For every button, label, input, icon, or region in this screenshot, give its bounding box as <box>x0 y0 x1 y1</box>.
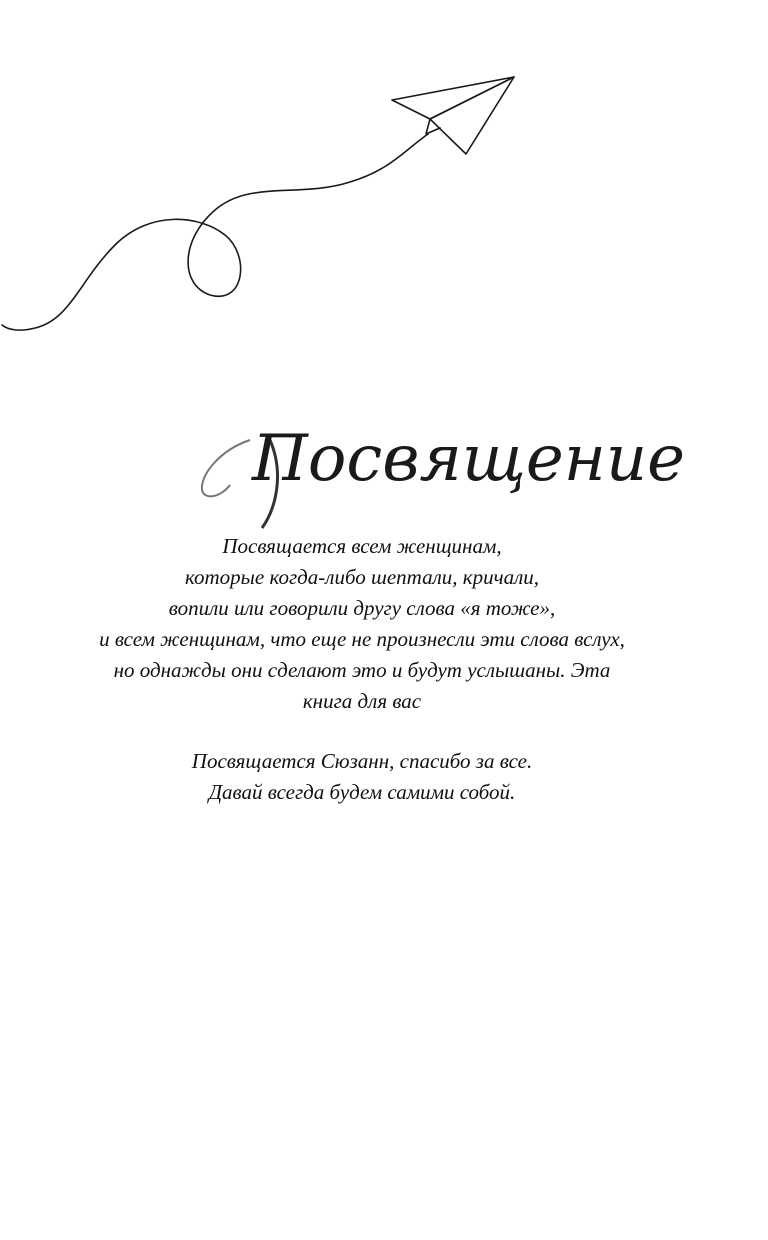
dedication-line: и всем женщинам, что еще не произнесли эти слова вслух, <box>99 627 625 651</box>
dedication-title <box>190 380 685 530</box>
dedication-line: Давай всегда будем самими собой. <box>208 780 516 804</box>
dedication-line: книга для вас <box>302 689 422 713</box>
paper-plane-icon <box>392 77 514 154</box>
dedication-paragraph-suzanne <box>0 746 724 808</box>
flight-path-line <box>2 134 428 330</box>
paper-plane-illustration <box>0 60 540 350</box>
dedication-line: Посвящается Сюзанн, спасибо за все. <box>191 749 533 773</box>
title-flourish <box>202 440 250 496</box>
dedication-paragraph-women <box>0 531 724 717</box>
page-title: Посвящение <box>252 422 685 496</box>
dedication-line: но однажды они сделают это и будут услышаны. Эта <box>113 658 611 682</box>
dedication-line: Посвящается всем женщинам, <box>222 534 502 558</box>
dedication-line: которые когда-либо шептали, кричали, <box>184 565 539 589</box>
dedication-line: вопили или говорили другу слова «я тоже», <box>168 596 556 620</box>
